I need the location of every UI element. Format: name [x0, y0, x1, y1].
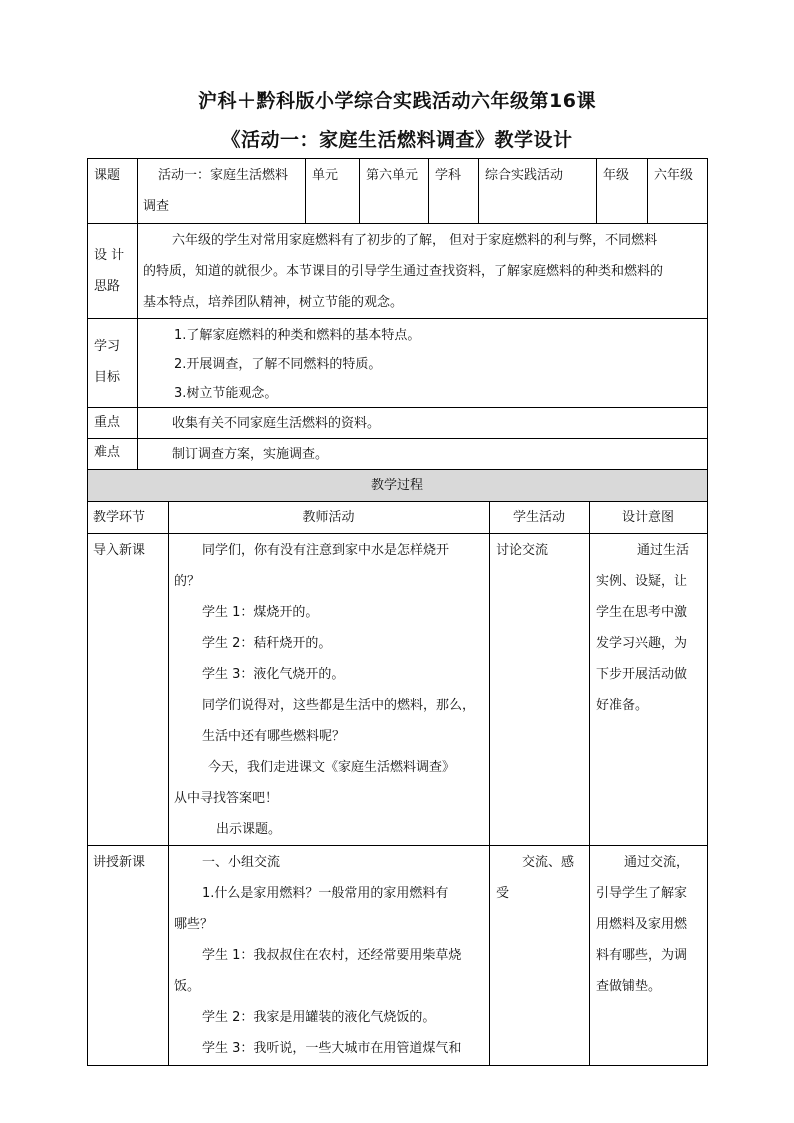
teacher-line: 的？ [174, 574, 201, 589]
column-header-intent: 设计意图 [621, 510, 674, 525]
document-subtitle: 《活动一：家庭生活燃料调查》教学设计 [221, 129, 573, 151]
grade-value: 六年级 [654, 168, 694, 183]
teacher-line: 出示课题。 [216, 822, 282, 837]
stage-lecture: 讲授新课 [93, 855, 146, 870]
topic-value-line-1: 活动一：家庭生活燃料 [158, 168, 289, 183]
teacher-line: 学生 2：秸秆烧开的。 [202, 636, 332, 651]
intent-line: 通过生活 [637, 543, 690, 558]
subject-label: 学科 [435, 168, 462, 183]
objective-item-2: 2.开展调查，了解不同燃料的特质。 [174, 357, 382, 372]
process-header: 教学过程 [370, 478, 423, 493]
design-label-line-1: 设 计 [94, 248, 125, 263]
teacher-line: 学生 3：我听说，一些大城市在用管道煤气和 [202, 1041, 462, 1056]
objectives-label-line-1: 学习 [94, 339, 121, 354]
unit-value: 第六单元 [366, 168, 419, 183]
teacher-line: 生活中还有哪些燃料呢？ [202, 729, 346, 744]
column-header-student: 学生活动 [512, 510, 565, 525]
design-label-line-2: 思路 [94, 279, 121, 294]
design-text-line-3: 基本特点，培养团队精神，树立节能的观念。 [143, 295, 404, 310]
intent-line: 好准备。 [596, 698, 649, 713]
teacher-line: 学生 3：液化气烧开的。 [202, 667, 345, 682]
column-header-teacher: 教师活动 [302, 510, 355, 525]
topic-label: 课题 [94, 168, 121, 183]
key-point-value: 收集有关不同家庭生活燃料的资料。 [172, 416, 381, 431]
teacher-line: 饭。 [174, 979, 201, 994]
grade-label: 年级 [603, 168, 630, 183]
design-text-line-2: 的特质，知道的就很少。本节课目的引导学生通过查找资料，了解家庭燃料的种类和燃料的 [143, 264, 664, 279]
teacher-line: 同学们说得对，这些都是生活中的燃料，那么， [202, 698, 476, 713]
topic-value-line-2: 调查 [143, 199, 170, 214]
teacher-line: 学生 1：我叔叔住在农村，还经常要用柴草烧 [202, 948, 462, 963]
intent-line: 查做铺垫。 [596, 979, 662, 994]
intent-line: 用燃料及家用燃 [596, 917, 688, 932]
document-title: 沪科＋黔科版小学综合实践活动六年级第16课 [198, 90, 596, 112]
objectives-label-line-2: 目标 [94, 370, 121, 385]
student-activity: 受 [496, 886, 510, 901]
intent-line: 料有哪些，为调 [596, 948, 688, 963]
difficulty-value: 制订调查方案，实施调查。 [172, 447, 329, 462]
teacher-line: 学生 1：煤烧开的。 [202, 605, 319, 620]
teacher-line: 从中寻找答案吧！ [174, 791, 279, 806]
difficulty-label: 难点 [94, 445, 121, 460]
student-activity: 讨论交流 [496, 543, 549, 558]
teacher-line: 同学们，你有没有注意到家中水是怎样烧开 [202, 543, 450, 558]
objective-item-1: 1.了解家庭燃料的种类和燃料的基本特点。 [174, 328, 421, 343]
intent-line: 通过交流， [624, 855, 690, 870]
teacher-line: 今天，我们走进课文《家庭生活燃料调查》 [208, 760, 456, 775]
unit-label: 单元 [312, 168, 339, 183]
intent-line: 实例、设疑，让 [596, 574, 688, 589]
intent-line: 发学习兴趣，为 [596, 636, 688, 651]
intent-line: 下步开展活动做 [596, 667, 688, 682]
key-point-label: 重点 [94, 415, 121, 430]
intent-line: 引导学生了解家 [596, 886, 688, 901]
student-activity: 交流、感 [522, 855, 575, 870]
stage-intro: 导入新课 [93, 543, 146, 558]
teacher-line: 1.什么是家用燃料？一般常用的家用燃料有 [202, 886, 449, 901]
intent-line: 学生在思考中激 [596, 605, 688, 620]
objective-item-3: 3.树立节能观念。 [174, 386, 278, 401]
design-text-line-1: 六年级的学生对常用家庭燃料有了初步的了解， 但对于家庭燃料的利与弊，不同燃料 [172, 233, 658, 248]
teacher-line: 学生 2：我家是用罐装的液化气烧饭的。 [202, 1010, 436, 1025]
teacher-line: 一、小组交流 [202, 855, 281, 870]
teacher-line: 哪些？ [174, 917, 214, 932]
subject-value: 综合实践活动 [485, 168, 564, 183]
column-header-stage: 教学环节 [93, 510, 146, 525]
